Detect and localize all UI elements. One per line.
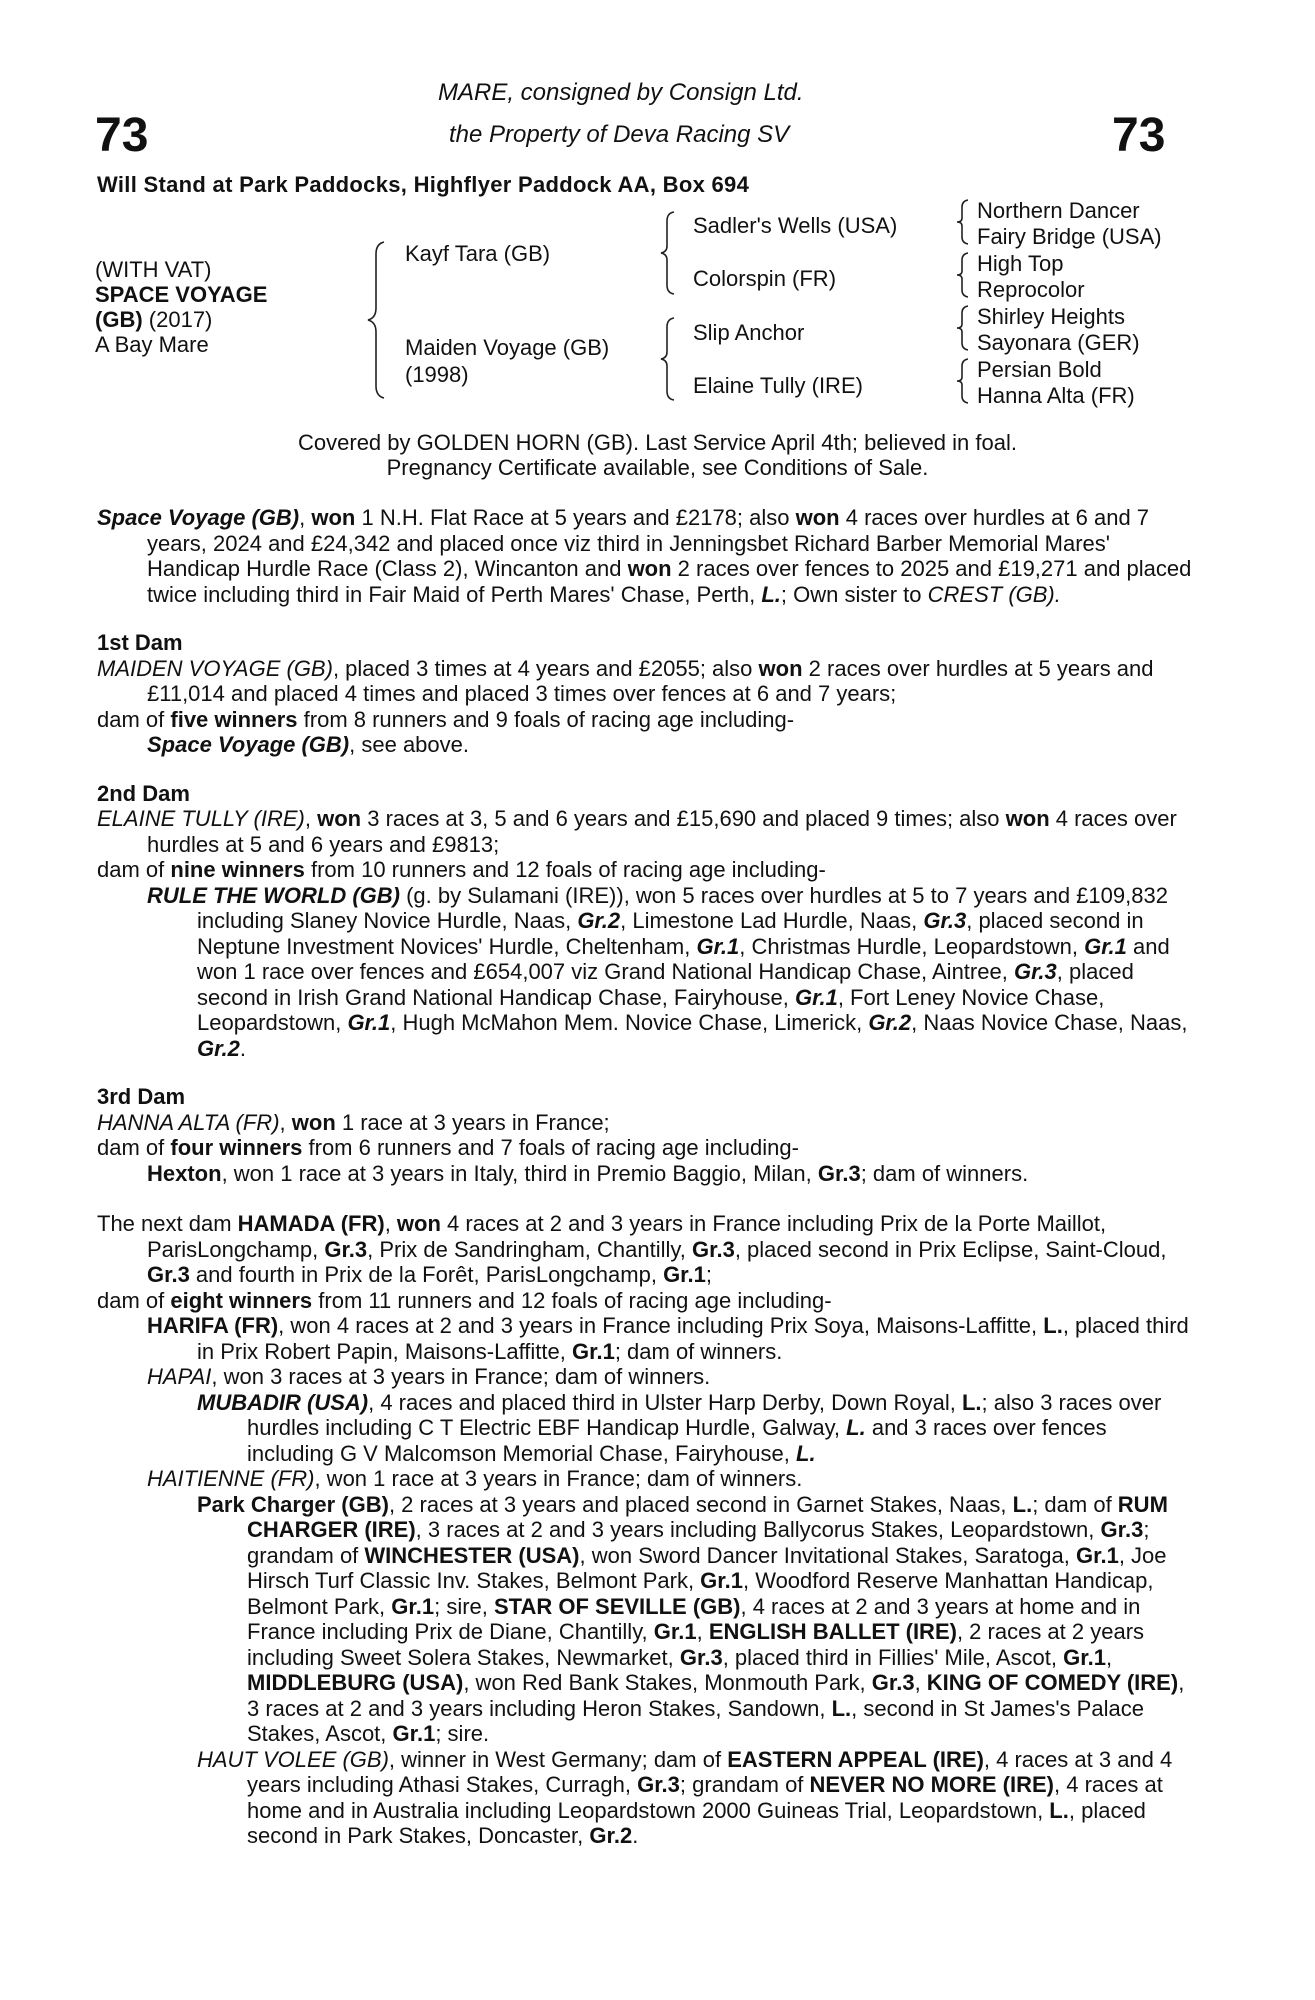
- text-fragment: , placed second in Prix Eclipse, Saint-Cloud,: [734, 1236, 1167, 1262]
- text-fragment: , placed second in Park Stakes, Doncaster,: [247, 1797, 1146, 1848]
- horse-ref: HANNA ALTA (FR): [97, 1109, 280, 1135]
- horse-ref: EASTERN APPEAL (IRE): [727, 1746, 984, 1772]
- grade-tag: Gr.2: [197, 1035, 240, 1061]
- grade-tag: Gr.1: [696, 933, 740, 959]
- grade-tag: Gr.1: [795, 984, 838, 1010]
- horse-ref: STAR OF SEVILLE (GB): [494, 1593, 741, 1619]
- text-fragment: , Hugh McMahon Mem. Novice Chase, Limerick,: [390, 1010, 869, 1035]
- grade-tag: Gr.2: [577, 908, 621, 933]
- grade-tag: Gr.3: [1100, 1517, 1144, 1542]
- horse-ref: MUBADIR (USA): [197, 1389, 369, 1415]
- text-fragment: , won 4 races at 2 and 3 years in France including Prix Soya, Maisons-Laffitte,: [278, 1313, 1044, 1338]
- text-fragment: and won 1 race over fences and £654,007 viz Grand National Handicap Chase, Aintree,: [197, 933, 1170, 984]
- property-line: the Property of Deva Racing SV: [449, 121, 790, 148]
- text-fragment: , won Sword Dancer Invitational Stakes, Saratoga,: [579, 1542, 1076, 1568]
- pedigree-brace-4: [953, 198, 973, 246]
- listed-tag: L.: [1012, 1491, 1033, 1517]
- text-fragment: ; also 3 races over hurdles including C T Electric EBF Handicap Hurdle, Galway,: [247, 1389, 1162, 1440]
- text-fragment: ; Own sister to: [780, 581, 928, 607]
- horse-ref: MIDDLEBURG (USA): [247, 1670, 464, 1695]
- text-fragment: and fourth in Prix de la Forêt, ParisLongchamp,: [189, 1262, 664, 1287]
- grade-tag: Gr.3: [1013, 959, 1057, 984]
- listed-tag: L.: [796, 1440, 816, 1466]
- text-fragment: dam of: [97, 706, 171, 732]
- text-fragment: 2 races over fences to 2025 and £19,271 and placed twice including third in Fair Maid of Perth Mares' Chase, Perth,: [147, 556, 1192, 607]
- dam: Maiden Voyage (GB): [405, 335, 610, 360]
- produce-entry: [97, 1747, 1195, 1849]
- won-word: won: [291, 1109, 336, 1135]
- vat-note: (WITH VAT): [95, 257, 212, 282]
- ancestor-4: Reprocolor: [977, 277, 1085, 302]
- second-dam-heading: 2nd Dam: [97, 780, 190, 806]
- first-dam-heading: 1st Dam: [97, 630, 183, 655]
- text-fragment: , 4 races and placed third in Ulster Harp Derby, Down Royal,: [368, 1389, 962, 1415]
- grade-tag: Gr.1: [663, 1262, 706, 1287]
- horse-ref: RULE THE WORLD (GB): [147, 882, 400, 908]
- spacer: [97, 1186, 1195, 1211]
- produce-entry: [97, 1364, 1195, 1390]
- text-fragment: , see above.: [349, 732, 470, 757]
- text-fragment: ; sire.: [435, 1721, 490, 1746]
- grade-tag: Gr.3: [923, 908, 967, 933]
- produce-entry: [97, 1390, 1195, 1467]
- ancestor-3: High Top: [977, 251, 1064, 276]
- text-fragment: ; dam of winners.: [614, 1338, 783, 1364]
- text-fragment: , Woodford Reserve Manhattan Handicap, Belmont Park,: [247, 1568, 1154, 1619]
- grade-tag: Gr.3: [147, 1262, 190, 1287]
- horse-ref: HAUT VOLEE (GB): [197, 1746, 389, 1772]
- horse-ref: HAITIENNE (FR): [147, 1466, 315, 1491]
- text-fragment: , placed second in Irish Grand National Handicap Chase, Fairyhouse,: [197, 959, 1134, 1010]
- horse-ref: KING OF COMEDY (IRE): [926, 1670, 1179, 1695]
- horse-ref: Space Voyage (GB): [97, 505, 300, 530]
- grade-tag: Gr.3: [324, 1236, 368, 1262]
- text-fragment: 1 race at 3 years in France;: [335, 1109, 610, 1135]
- pedigree-brace-1: [360, 240, 390, 400]
- grade-tag: Gr.1: [700, 1568, 743, 1593]
- ancestor-7: Persian Bold: [977, 357, 1102, 382]
- horse-ref: Park Charger (GB): [197, 1491, 389, 1517]
- winners-count: nine winners: [170, 857, 305, 882]
- text-fragment: from 10 runners and 12 foals of racing age including-: [304, 857, 826, 882]
- produce-entry: [97, 1161, 1195, 1187]
- text-fragment: dam of: [97, 1287, 171, 1313]
- text-fragment: 4 races at 2 and 3 years in France including Prix de la Porte Maillot, ParisLongchamp,: [147, 1211, 1107, 1262]
- pedigree-brace-5: [953, 251, 973, 299]
- text-fragment: , second in St James's Palace Stakes, Ascot,: [247, 1695, 1144, 1746]
- horse-year: (2017): [148, 307, 213, 332]
- horse-ref: CREST (GB).: [927, 581, 1061, 607]
- grade-tag: Gr.1: [1076, 1542, 1119, 1568]
- text-fragment: The next dam: [97, 1211, 238, 1236]
- text-fragment: , Christmas Hurdle, Leopardstown,: [739, 933, 1085, 959]
- text-fragment: ,: [1105, 1644, 1113, 1670]
- text-fragment: , 3 races at 2 and 3 years including Ballycorus Stakes, Leopardstown,: [415, 1517, 1101, 1542]
- sire-dam: Colorspin (FR): [693, 266, 837, 291]
- ancestor-5: Shirley Heights: [977, 304, 1125, 329]
- horse-summary: Space Voyage (GB), won 1 N.H. Flat Race at 5 years and £2178; also won 4 races over hurdles at 6 and 7 years, 2024 and £24,342 and placed once viz third in Jenningsbet Richard Barber Memorial Mares' Handicap Hurdle Race (Class 2), Wincanton and won 2 races over fences to 2025 and £19,271 and placed twice including third in Fair Maid of Perth Mares' Chase, Perth, L.; Own sister to CREST (GB).: [97, 505, 1192, 607]
- listed-tag: L.: [761, 581, 781, 607]
- listed-tag: L.: [831, 1695, 852, 1721]
- second-dam-record: ELAINE TULLY (IRE), won 3 races at 3, 5 and 6 years and £15,690 and placed 9 times; also won 4 races over hurdles at 5 and 6 years and £9813;: [97, 806, 1177, 857]
- text-fragment: 2 races over hurdles at 5 years and £11,014 and placed 4 times and placed 3 times over fences at 6 and 7 years;: [147, 655, 1154, 706]
- text-fragment: , won 1 race at 3 years in Italy, third in Premio Baggio, Milan,: [221, 1160, 818, 1186]
- text-fragment: , won 3 races at 3 years in France; dam of winners.: [211, 1364, 711, 1389]
- listed-tag: L.: [961, 1389, 982, 1415]
- grade-tag: Gr.2: [589, 1823, 633, 1848]
- horse-origin: [95, 307, 212, 332]
- catalogue-body: [97, 505, 1195, 1849]
- next-dam-record: The next dam HAMADA (FR), won 4 races at 2 and 3 years in France including Prix de la Porte Maillot, ParisLongchamp, Gr.3, Prix de Sandringham, Chantilly, Gr.3, placed second in Prix Eclipse, Saint-Cloud, Gr.3 and fourth in Prix de la Forêt, ParisLongchamp, Gr.1;: [97, 1211, 1167, 1287]
- won-word: won: [396, 1211, 441, 1236]
- text-fragment: ,: [914, 1670, 927, 1695]
- first-dam-record: [97, 656, 1195, 707]
- horse-ref: NEVER NO MORE (IRE): [809, 1772, 1055, 1797]
- text-fragment: ; grandam of: [247, 1517, 1150, 1568]
- grade-tag: Gr.3: [817, 1160, 861, 1186]
- text-fragment: , placed third in Fillies' Mile, Ascot,: [722, 1644, 1064, 1670]
- horse-ref: ENGLISH BALLET (IRE): [708, 1619, 957, 1644]
- pedigree-brace-2: [656, 210, 680, 296]
- grade-tag: Gr.3: [679, 1644, 723, 1670]
- second-dam-produce: [97, 857, 1195, 883]
- text-fragment: , winner in West Germany; dam of: [388, 1746, 728, 1772]
- next-dam-produce: [97, 1288, 1195, 1314]
- text-fragment: , won 1 race at 3 years in France; dam of winners.: [314, 1466, 803, 1491]
- horse-ref: ELAINE TULLY (IRE): [97, 806, 305, 831]
- pregnancy-line: Pregnancy Certificate available, see Conditions of Sale.: [386, 455, 929, 480]
- text-fragment: , placed 3 times at 4 years and £2055; also: [332, 655, 759, 681]
- text-fragment: .: [632, 1823, 639, 1848]
- text-fragment: , placed second in Neptune Investment Novices' Hurdle, Cheltenham,: [197, 908, 1144, 959]
- text-fragment: , placed third in Prix Robert Papin, Maisons-Laffitte,: [197, 1313, 1189, 1364]
- text-fragment: ; dam of winners.: [860, 1160, 1029, 1186]
- text-fragment: from 6 runners and 7 foals of racing age including-: [302, 1135, 799, 1160]
- won-word: won: [311, 505, 356, 530]
- third-dam-heading: 3rd Dam: [97, 1084, 186, 1109]
- grade-tag: Gr.3: [637, 1772, 680, 1797]
- horse-ref: HAMADA (FR): [237, 1211, 385, 1236]
- text-fragment: ; grandam of: [679, 1772, 810, 1797]
- text-fragment: , Naas Novice Chase, Naas,: [911, 1010, 1188, 1035]
- won-word: won: [758, 655, 803, 681]
- horse-ref: HAPAI: [147, 1364, 212, 1389]
- covered-line: Covered by GOLDEN HORN (GB). Last Service April 4th; believed in foal.: [298, 430, 1017, 455]
- text-fragment: , 3 races at 2 and 3 years including Heron Stakes, Sandown,: [247, 1670, 1185, 1721]
- horse-name: SPACE VOYAGE: [95, 282, 268, 307]
- text-fragment: 4 races over hurdles at 6 and 7 years, 2024 and £24,342 and placed once viz third in Jenningsbet Richard Barber Memorial Mares' Handicap Hurdle Race (Class 2), Wincanton and: [147, 505, 1150, 581]
- dam-year: (1998): [405, 362, 469, 387]
- horse-ref: Hexton: [147, 1160, 222, 1186]
- grade-tag: Gr.1: [1063, 1644, 1106, 1670]
- produce-entry: [97, 732, 1195, 758]
- pedigree-brace-3: [656, 316, 680, 402]
- text-fragment: , 4 races at home and in Australia including Leopardstown 2000 Guineas Trial, Leopardstown,: [247, 1772, 1163, 1823]
- text-fragment: , Limestone Lad Hurdle, Naas,: [620, 908, 924, 933]
- text-fragment: and 3 races over fences including G V Malcomson Memorial Chase, Fairyhouse,: [247, 1415, 1107, 1466]
- text-fragment: from 11 runners and 12 foals of racing age including-: [312, 1287, 832, 1313]
- produce-entry: [97, 883, 1195, 1062]
- ancestor-1: Northern Dancer: [977, 198, 1140, 223]
- winners-count: eight winners: [170, 1287, 313, 1313]
- won-word: won: [627, 556, 672, 581]
- text-fragment: ; sire,: [434, 1593, 494, 1619]
- winners-count: five winners: [170, 706, 298, 732]
- third-dam-record: HANNA ALTA (FR), won 1 race at 3 years in France;: [97, 1109, 610, 1135]
- grade-tag: Gr.1: [572, 1338, 615, 1364]
- ancestor-6: Sayonara (GER): [977, 330, 1140, 355]
- text-fragment: , 2 races at 3 years and placed second in Garnet Stakes, Naas,: [388, 1491, 1013, 1517]
- dam-dam: Elaine Tully (IRE): [693, 373, 863, 398]
- grade-tag: Gr.3: [692, 1236, 735, 1262]
- text-fragment: , Fort Leney Novice Chase, Leopardstown,: [197, 984, 1105, 1035]
- dam-sire: Slip Anchor: [693, 320, 805, 345]
- text-fragment: ,: [696, 1619, 709, 1644]
- listed-tag: L.: [1049, 1797, 1069, 1823]
- text-fragment: from 8 runners and 9 foals of racing age including-: [297, 706, 795, 732]
- grade-tag: Gr.2: [868, 1010, 912, 1035]
- text-fragment: 1 N.H. Flat Race at 5 years and £2178; also: [355, 505, 796, 530]
- won-word: won: [317, 806, 362, 831]
- stand-location: Will Stand at Park Paddocks, Highflyer Paddock AA, Box 694: [97, 172, 750, 197]
- text-fragment: , won Red Bank Stakes, Monmouth Park,: [463, 1670, 872, 1695]
- horse-ref: MAIDEN VOYAGE (GB): [97, 655, 333, 681]
- text-fragment: 3 races at 3, 5 and 6 years and £15,690 and placed 9 times; also: [361, 806, 1006, 831]
- text-fragment: dam of: [97, 857, 171, 882]
- horse-ref: HARIFA (FR): [147, 1313, 279, 1338]
- text-fragment: (g. by Sulamani (IRE)), won 5 races over hurdles at 5 to 7 years and £109,832 including Slaney Novice Hurdle, Naas,: [197, 882, 1168, 933]
- third-dam-produce: [97, 1135, 1195, 1161]
- grade-tag: Gr.1: [391, 1593, 435, 1619]
- horse-ref: WINCHESTER (USA): [364, 1542, 580, 1568]
- sire-sire: Sadler's Wells (USA): [693, 213, 898, 238]
- produce-entry: [97, 1466, 1195, 1492]
- text-fragment: dam of: [97, 1135, 171, 1160]
- horse-ref: RUM CHARGER (IRE): [247, 1491, 1168, 1542]
- grade-tag: Gr.1: [347, 1010, 391, 1035]
- horse-ref: Space Voyage (GB): [147, 732, 350, 757]
- text-fragment: , 2 races at 2 years including Sweet Solera Stakes, Newmarket,: [247, 1619, 1145, 1670]
- first-dam-produce: [97, 707, 1195, 733]
- produce-entry: [97, 1492, 1195, 1747]
- text-fragment: .: [239, 1035, 246, 1061]
- lot-number-right: 73: [1112, 109, 1166, 162]
- won-word: won: [795, 505, 840, 530]
- text-fragment: ;: [705, 1262, 712, 1287]
- winners-count: four winners: [170, 1135, 303, 1160]
- text-fragment: , 4 races at 3 and 4 years including Athasi Stakes, Curragh,: [247, 1746, 1173, 1797]
- text-fragment: , Joe Hirsch Turf Classic Inv. Stakes, Belmont Park,: [247, 1542, 1167, 1593]
- grade-tag: Gr.3: [871, 1670, 915, 1695]
- text-fragment: , Prix de Sandringham, Chantilly,: [367, 1236, 692, 1262]
- listed-tag: L.: [1043, 1313, 1063, 1338]
- grade-tag: Gr.1: [1084, 933, 1127, 959]
- text-fragment: , 4 races at 2 and 3 years at home and in France including Prix de Diane, Chantilly,: [247, 1593, 1141, 1644]
- won-word: won: [1005, 806, 1050, 831]
- pedigree-brace-7: [953, 357, 973, 405]
- text-fragment: 4 races over hurdles at 5 and 6 years and £9813;: [147, 806, 1177, 857]
- grade-tag: Gr.1: [392, 1721, 436, 1746]
- ancestor-8: Hanna Alta (FR): [977, 383, 1135, 408]
- consignor-line: MARE, consigned by Consign Ltd.: [438, 79, 804, 106]
- produce-entry: [97, 1313, 1195, 1364]
- listed-tag: L.: [846, 1415, 866, 1440]
- horse-country: (GB): [95, 307, 143, 332]
- sire: Kayf Tara (GB): [405, 241, 551, 266]
- ancestor-2: Fairy Bridge (USA): [977, 224, 1162, 249]
- grade-tag: Gr.1: [653, 1619, 697, 1644]
- text-fragment: ; dam of: [1032, 1491, 1118, 1517]
- lot-number-left: 73: [95, 109, 149, 162]
- horse-description: A Bay Mare: [95, 332, 209, 357]
- pedigree-brace-6: [953, 304, 973, 352]
